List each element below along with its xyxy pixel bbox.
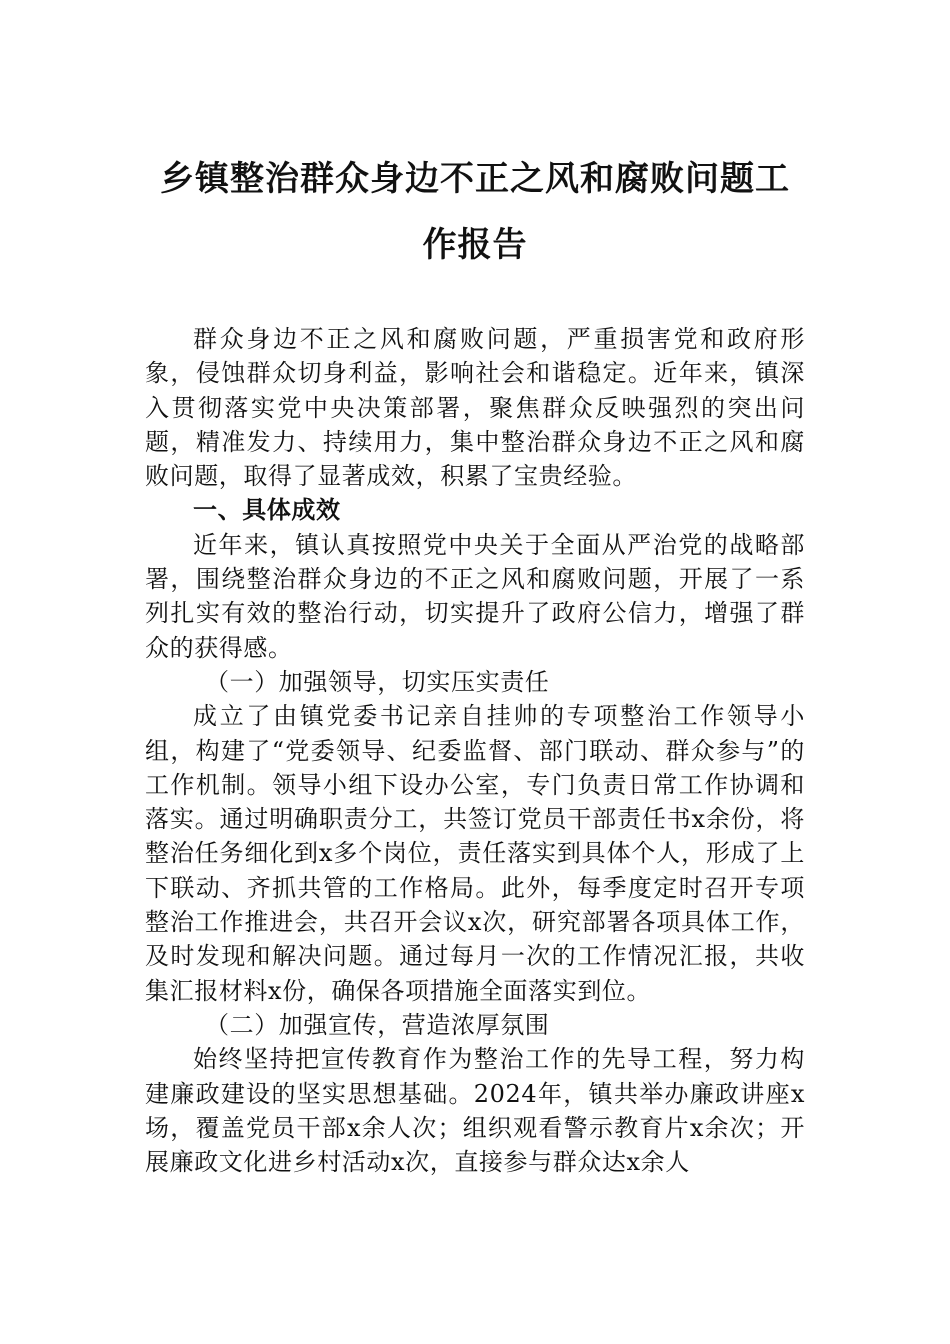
subsection-heading: （一）加强领导，切实压实责任	[205, 667, 550, 696]
section-paragraph: 近年来，镇认真按照党中央关于全面从严治党的战略部署，围绕整治群众身边的不正之风和腐败问题，开展了一系列扎实有效的整治行动，切实提升了政府公信力，增强了群众的获得感。	[145, 530, 805, 662]
subsection-heading: （二）加强宣传，营造浓厚氛围	[205, 1010, 550, 1039]
document-body	[145, 322, 805, 1179]
section-heading: 一、具体成效	[193, 495, 341, 525]
subsection-paragraph: 始终坚持把宣传教育作为整治工作的先导工程，努力构建廉政建设的坚实思想基础。2024年，镇共举办廉政讲座x场，覆盖党员干部x余人次；组织观看警示教育片x余次；开展廉政文化进乡村活动x次，直接参与群众达x余人	[145, 1045, 805, 1177]
subsection-paragraph: 成立了由镇党委书记亲自挂帅的专项整治工作领导小组，构建了“党委领导、纪委监督、部门联动、群众参与”的工作机制。领导小组下设办公室，专门负责日常工作协调和落实。通过明确职责分工，共签订党员干部责任书x余份，将整治任务细化到x多个岗位，责任落实到具体个人，形成了上下联动、齐抓共管的工作格局。此外，每季度定时召开专项整治工作推进会，共召开会议x次，研究部署各项具体工作，及时发现和解决问题。通过每月一次的工作情况汇报，共收集汇报材料x份，确保各项措施全面落实到位。	[145, 702, 805, 1005]
intro-paragraph: 群众身边不正之风和腐败问题，严重损害党和政府形象，侵蚀群众切身利益，影响社会和谐稳定。近年来，镇深入贯彻落实党中央决策部署，聚焦群众反映强烈的突出问题，精准发力、持续用力，集中整治群众身边不正之风和腐败问题，取得了显著成效，积累了宝贵经验。	[145, 325, 805, 491]
document-title: 乡镇整治群众身边不正之风和腐败问题工作报告	[160, 159, 790, 265]
